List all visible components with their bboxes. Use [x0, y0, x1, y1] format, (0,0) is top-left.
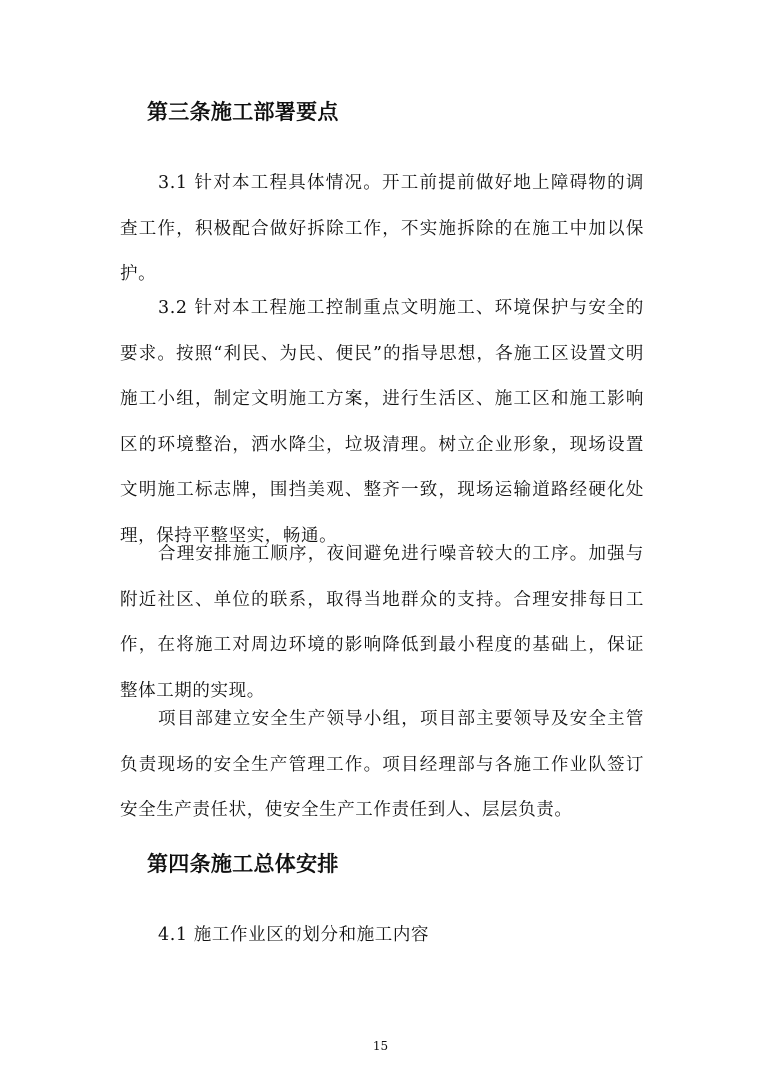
subsection-4-1-heading: 4.1 施工作业区的划分和施工内容 [158, 925, 430, 945]
page-number: 15 [372, 1039, 389, 1053]
paragraph-safety-management: 项目部建立安全生产领导小组，项目部主要领导及安全主管负责现场的安全生产管理工作。项目经理部与各施工作业队签订安全生产责任状，使安全生产工作责任到人、层层负责。 [120, 709, 644, 820]
section-three-heading: 第三条施工部署要点 [147, 99, 339, 124]
paragraph-construction-sequence: 合理安排施工顺序，夜间避免进行噪音较大的工序。加强与附近社区、单位的联系，取得当地群众的支持。合理安排每日工作，在将施工对周边环境的影响降低到最小程度的基础上，保证整体工期的实现。 [120, 544, 644, 701]
section-four-heading: 第四条施工总体安排 [147, 851, 339, 876]
paragraph-3-2: 3.2 针对本工程施工控制重点文明施工、环境保护与安全的要求。按照“利民、为民、便民”的指导思想，各施工区设置文明施工小组，制定文明施工方案，进行生活区、施工区和施工影响区的环境整治，洒水降尘，垃圾清理。树立企业形象，现场设置文明施工标志牌，围挡美观、整齐一致，现场运输道路经硬化处理，保持平整坚实，畅通。 [120, 298, 644, 546]
paragraph-3-1: 3.1 针对本工程具体情况。开工前提前做好地上障碍物的调查工作，积极配合做好拆除工作，不实施拆除的在施工中加以保护。 [120, 173, 644, 284]
